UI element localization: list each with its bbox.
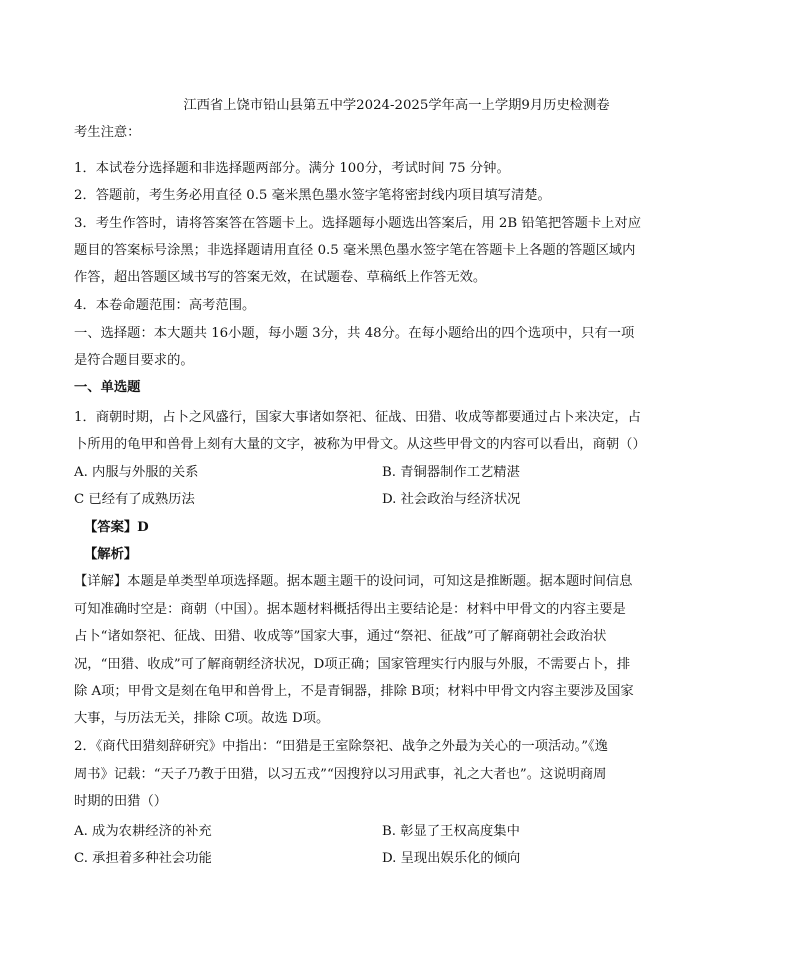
q1-option-a: A. 内服与外服的关系: [74, 465, 199, 480]
notice-line: 3．考生作答时，请将答案答在答题卡上。选择题每小题选出答案后，用 2B 铅笔把答题卡上对应: [74, 216, 642, 231]
q1-detail-line: 大事，与历法无关，排除 C项。故选 D项。: [74, 711, 330, 726]
q1-answer: 【答案】D: [84, 520, 149, 535]
q1-detail-line: 占卜“诸如祭祀、征战、田猎、收成等”国家大事，通过“祭祀、征战”可了解商朝社会政治状: [74, 629, 607, 644]
notice-line: 1．本试卷分选择题和非选择题两部分。满分 100分，考试时间 75 分钟。: [74, 161, 510, 176]
q2-option-a: A. 成为农耕经济的补充: [74, 824, 212, 839]
q1-detail-line: 除 A项；甲骨文是刻在龟甲和兽骨上，不是青铜器，排除 B项；材料中甲骨文内容主要涉及国家: [74, 684, 634, 699]
q1-stem-line: 1．商朝时期，占卜之风盛行，国家大事诸如祭祀、征战、田猎、收成等都要通过占卜来决定，占: [74, 410, 641, 425]
q1-stem-line: 卜所用的龟甲和兽骨上刻有大量的文字，被称为甲骨文。从这些甲骨文的内容可以看出，商朝（）: [74, 437, 646, 452]
q2-option-b: B. 彰显了王权高度集中: [382, 824, 520, 839]
notice-line: 2．答题前，考生务必用直径 0.5 毫米黑色墨水签字笔将密封线内项目填写清楚。: [74, 188, 551, 203]
section-intro-line: 一、选择题：本大题共 16小题，每小题 3分，共 48分。在每小题给出的四个选项中，只有一项: [74, 326, 635, 341]
section-intro-line: 是符合题目要求的。: [74, 353, 194, 368]
q1-option-b: B. 青铜器制作工艺精湛: [382, 465, 520, 480]
q1-option-d: D. 社会政治与经济状况: [382, 492, 521, 507]
notice-line: 题目的答案标号涂黑；非选择题请用直径 0.5 毫米黑色墨水签字笔在答题卡上各题的答题区域内: [74, 243, 636, 258]
q1-detail-line: 【详解】本题是单类型单项选择题。据本题主题干的设问词，可知这是推断题。据本题时间信息: [74, 574, 633, 589]
q2-option-c: C. 承担着多种社会功能: [74, 851, 212, 866]
q2-option-d: D. 呈现出娱乐化的倾向: [382, 851, 521, 866]
notice-heading: 考生注意：: [74, 125, 141, 140]
q1-analysis-label: 【解析】: [84, 547, 138, 562]
q2-stem-line: 周书》记载：“天子乃教于田猎，以习五戎”“因搜狩以习用武事，礼之大者也”。这说明商周: [74, 767, 607, 782]
section-heading: 一、单选题: [74, 380, 141, 395]
q1-detail-line: 况，“田猎、收成”可了解商朝经济状况，D项正确；国家管理实行内服与外服，不需要占卜，排: [74, 657, 631, 672]
notice-line: 作答，超出答题区域书写的答案无效，在试题卷、草稿纸上作答无效。: [74, 270, 487, 285]
notice-line: 4．本卷命题范围：高考范围。: [74, 298, 256, 313]
exam-title: 江西省上饶市铅山县第五中学2024-2025学年高一上学期9月历史检测卷: [183, 98, 610, 113]
q1-detail-line: 可知准确时空是：商朝（中国）。据本题材料概括得出主要结论是：材料中甲骨文的内容主要是: [74, 602, 626, 617]
q2-stem-line: 2．《商代田猎刻辞研究》中指出：“田猎是王室除祭祀、战争之外最为关心的一项活动。”《逸: [74, 739, 608, 754]
q2-stem-line: 时期的田猎（）: [74, 794, 168, 809]
q1-option-c: C 已经有了成熟历法: [74, 492, 195, 507]
